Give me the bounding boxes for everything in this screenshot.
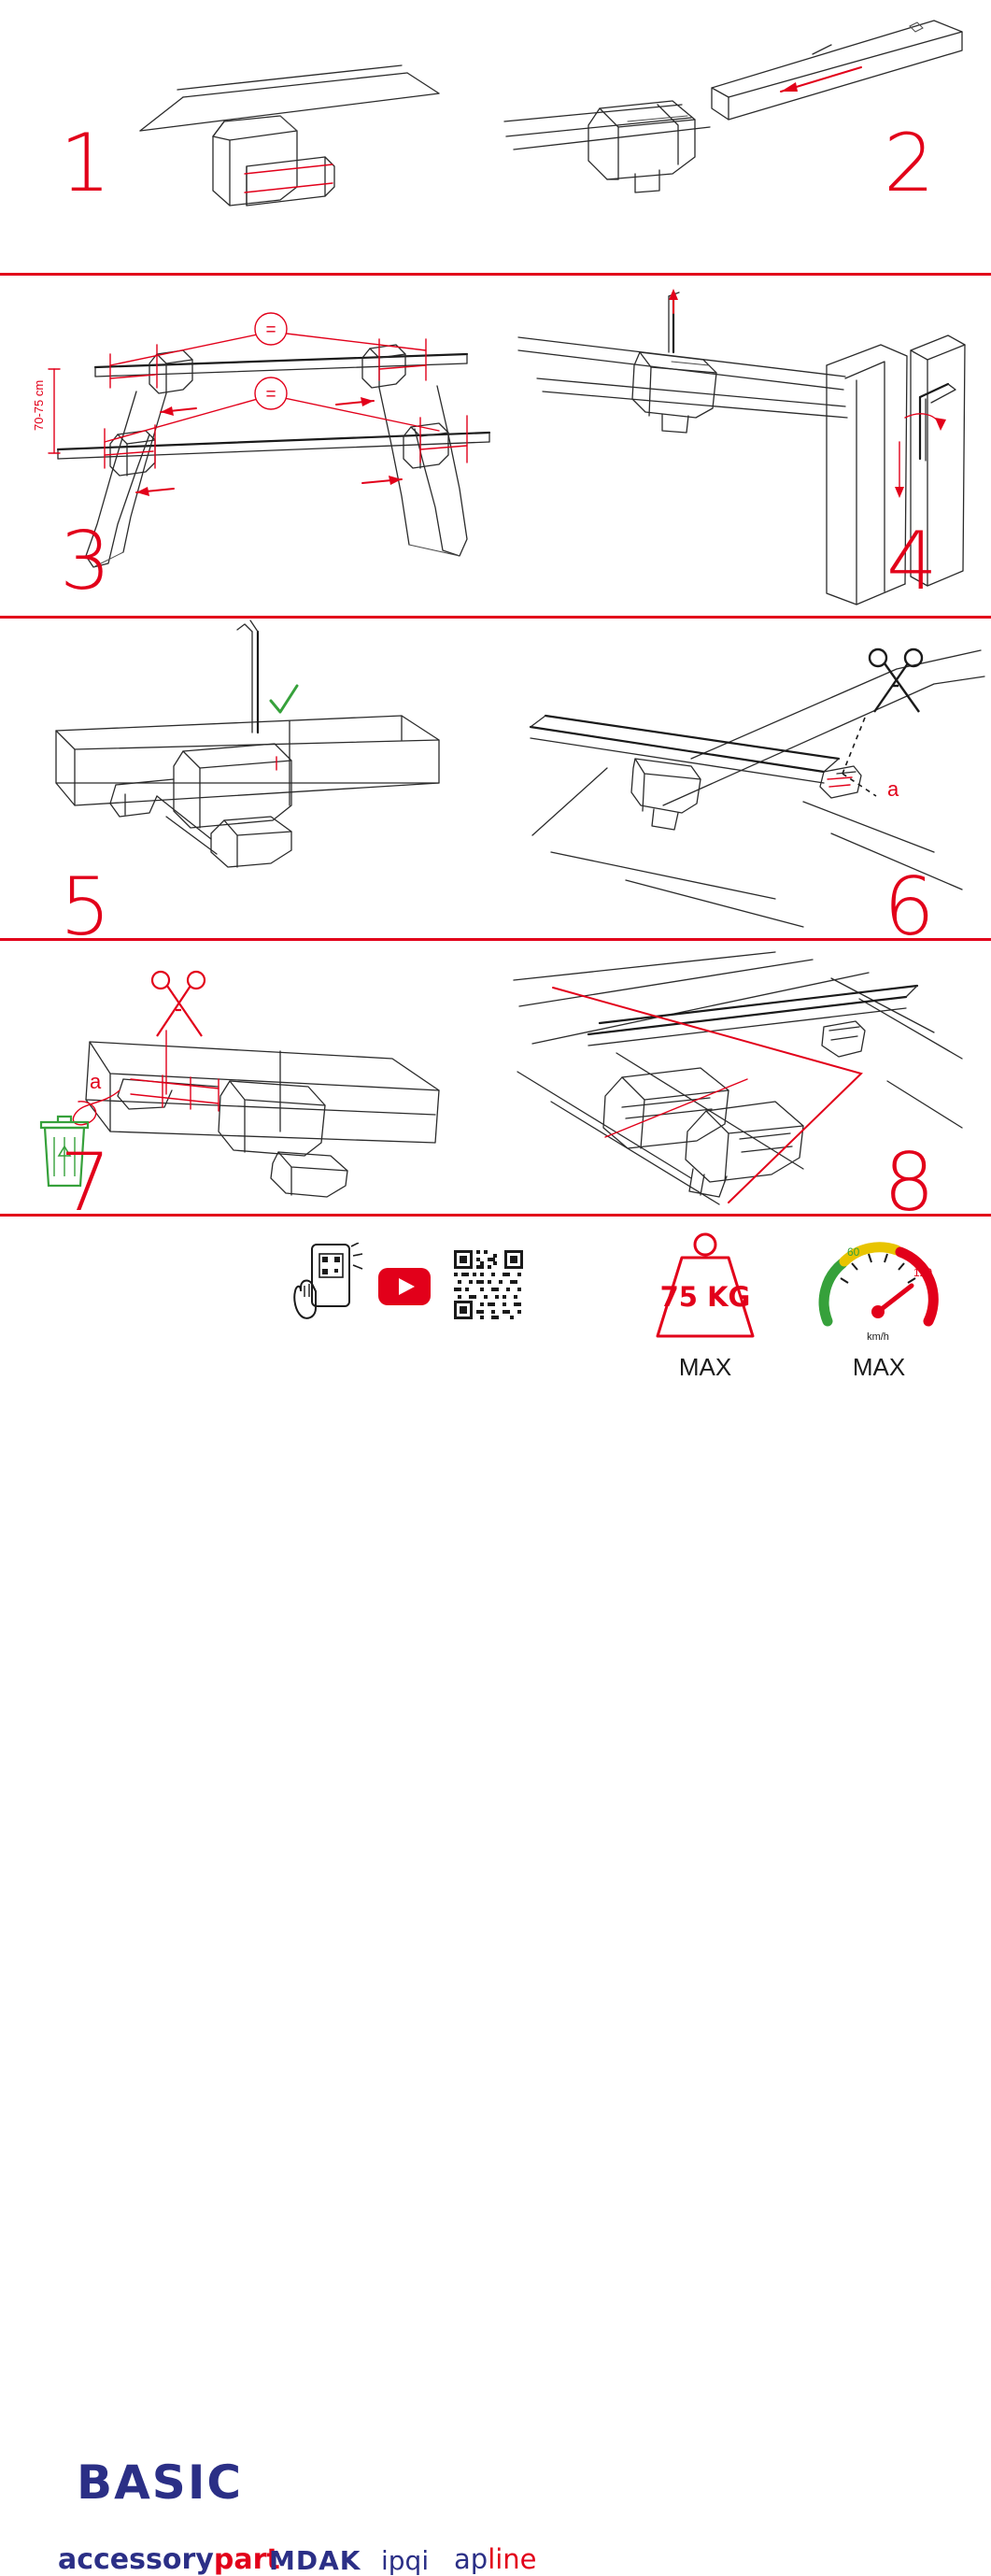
max-speed-icon bbox=[814, 1231, 941, 1347]
label-a-step7: a bbox=[90, 1070, 102, 1093]
qr-scan-phone-icon[interactable] bbox=[291, 1243, 366, 1323]
step-6-number: 6 bbox=[884, 861, 935, 938]
step-1-number: 1 bbox=[60, 117, 111, 210]
step-5-panel bbox=[0, 619, 495, 938]
brand-accessory-text: accessory bbox=[58, 2543, 214, 2576]
max-speed-label: MAX bbox=[852, 1353, 906, 1381]
label-a-step6: a bbox=[887, 777, 899, 801]
speed-tick-120: 120 bbox=[913, 1266, 933, 1279]
spacing-dimension-label: 70-75 cm bbox=[32, 379, 46, 431]
footer bbox=[0, 1215, 991, 2576]
step-6-panel bbox=[495, 619, 991, 938]
max-load-label: MAX bbox=[678, 1353, 732, 1381]
step-3-panel bbox=[0, 276, 509, 616]
step-4-number: 4 bbox=[886, 515, 938, 608]
brand-part-text: part bbox=[213, 2543, 280, 2576]
step-8-number: 8 bbox=[884, 1136, 935, 1214]
brand-apline bbox=[454, 2543, 537, 2575]
equal-mark-2: = bbox=[265, 385, 276, 405]
step-8-panel bbox=[495, 941, 991, 1214]
youtube-icon[interactable] bbox=[377, 1267, 432, 1306]
brand-ipqi: ipqi bbox=[381, 2545, 430, 2576]
brand-basic: BASIC bbox=[77, 2455, 244, 2510]
equal-mark-1: = bbox=[265, 320, 276, 340]
step-2-number: 2 bbox=[884, 117, 935, 210]
brand-ap-text: ap bbox=[454, 2543, 488, 2575]
scissors-icon-step7 bbox=[152, 972, 205, 1036]
step-7-number: 7 bbox=[60, 1136, 111, 1214]
max-load-icon bbox=[644, 1230, 766, 1347]
brand-mdak: MDAK bbox=[269, 2545, 361, 2576]
step-3-number: 3 bbox=[60, 515, 111, 608]
step-4-panel bbox=[509, 276, 991, 616]
step-1-panel bbox=[0, 0, 495, 273]
speed-unit: km/h bbox=[867, 1331, 889, 1343]
max-load-value: 75 KG bbox=[659, 1281, 751, 1313]
brand-line-text: line bbox=[488, 2543, 537, 2575]
scissors-icon bbox=[870, 649, 922, 712]
brand-accessorypart bbox=[58, 2543, 280, 2576]
step-7-panel bbox=[0, 941, 495, 1214]
qr-code-icon[interactable] bbox=[452, 1248, 525, 1321]
step-2-panel bbox=[495, 0, 991, 273]
speed-tick-60: 60 bbox=[847, 1245, 860, 1259]
step-5-number: 5 bbox=[60, 861, 111, 938]
